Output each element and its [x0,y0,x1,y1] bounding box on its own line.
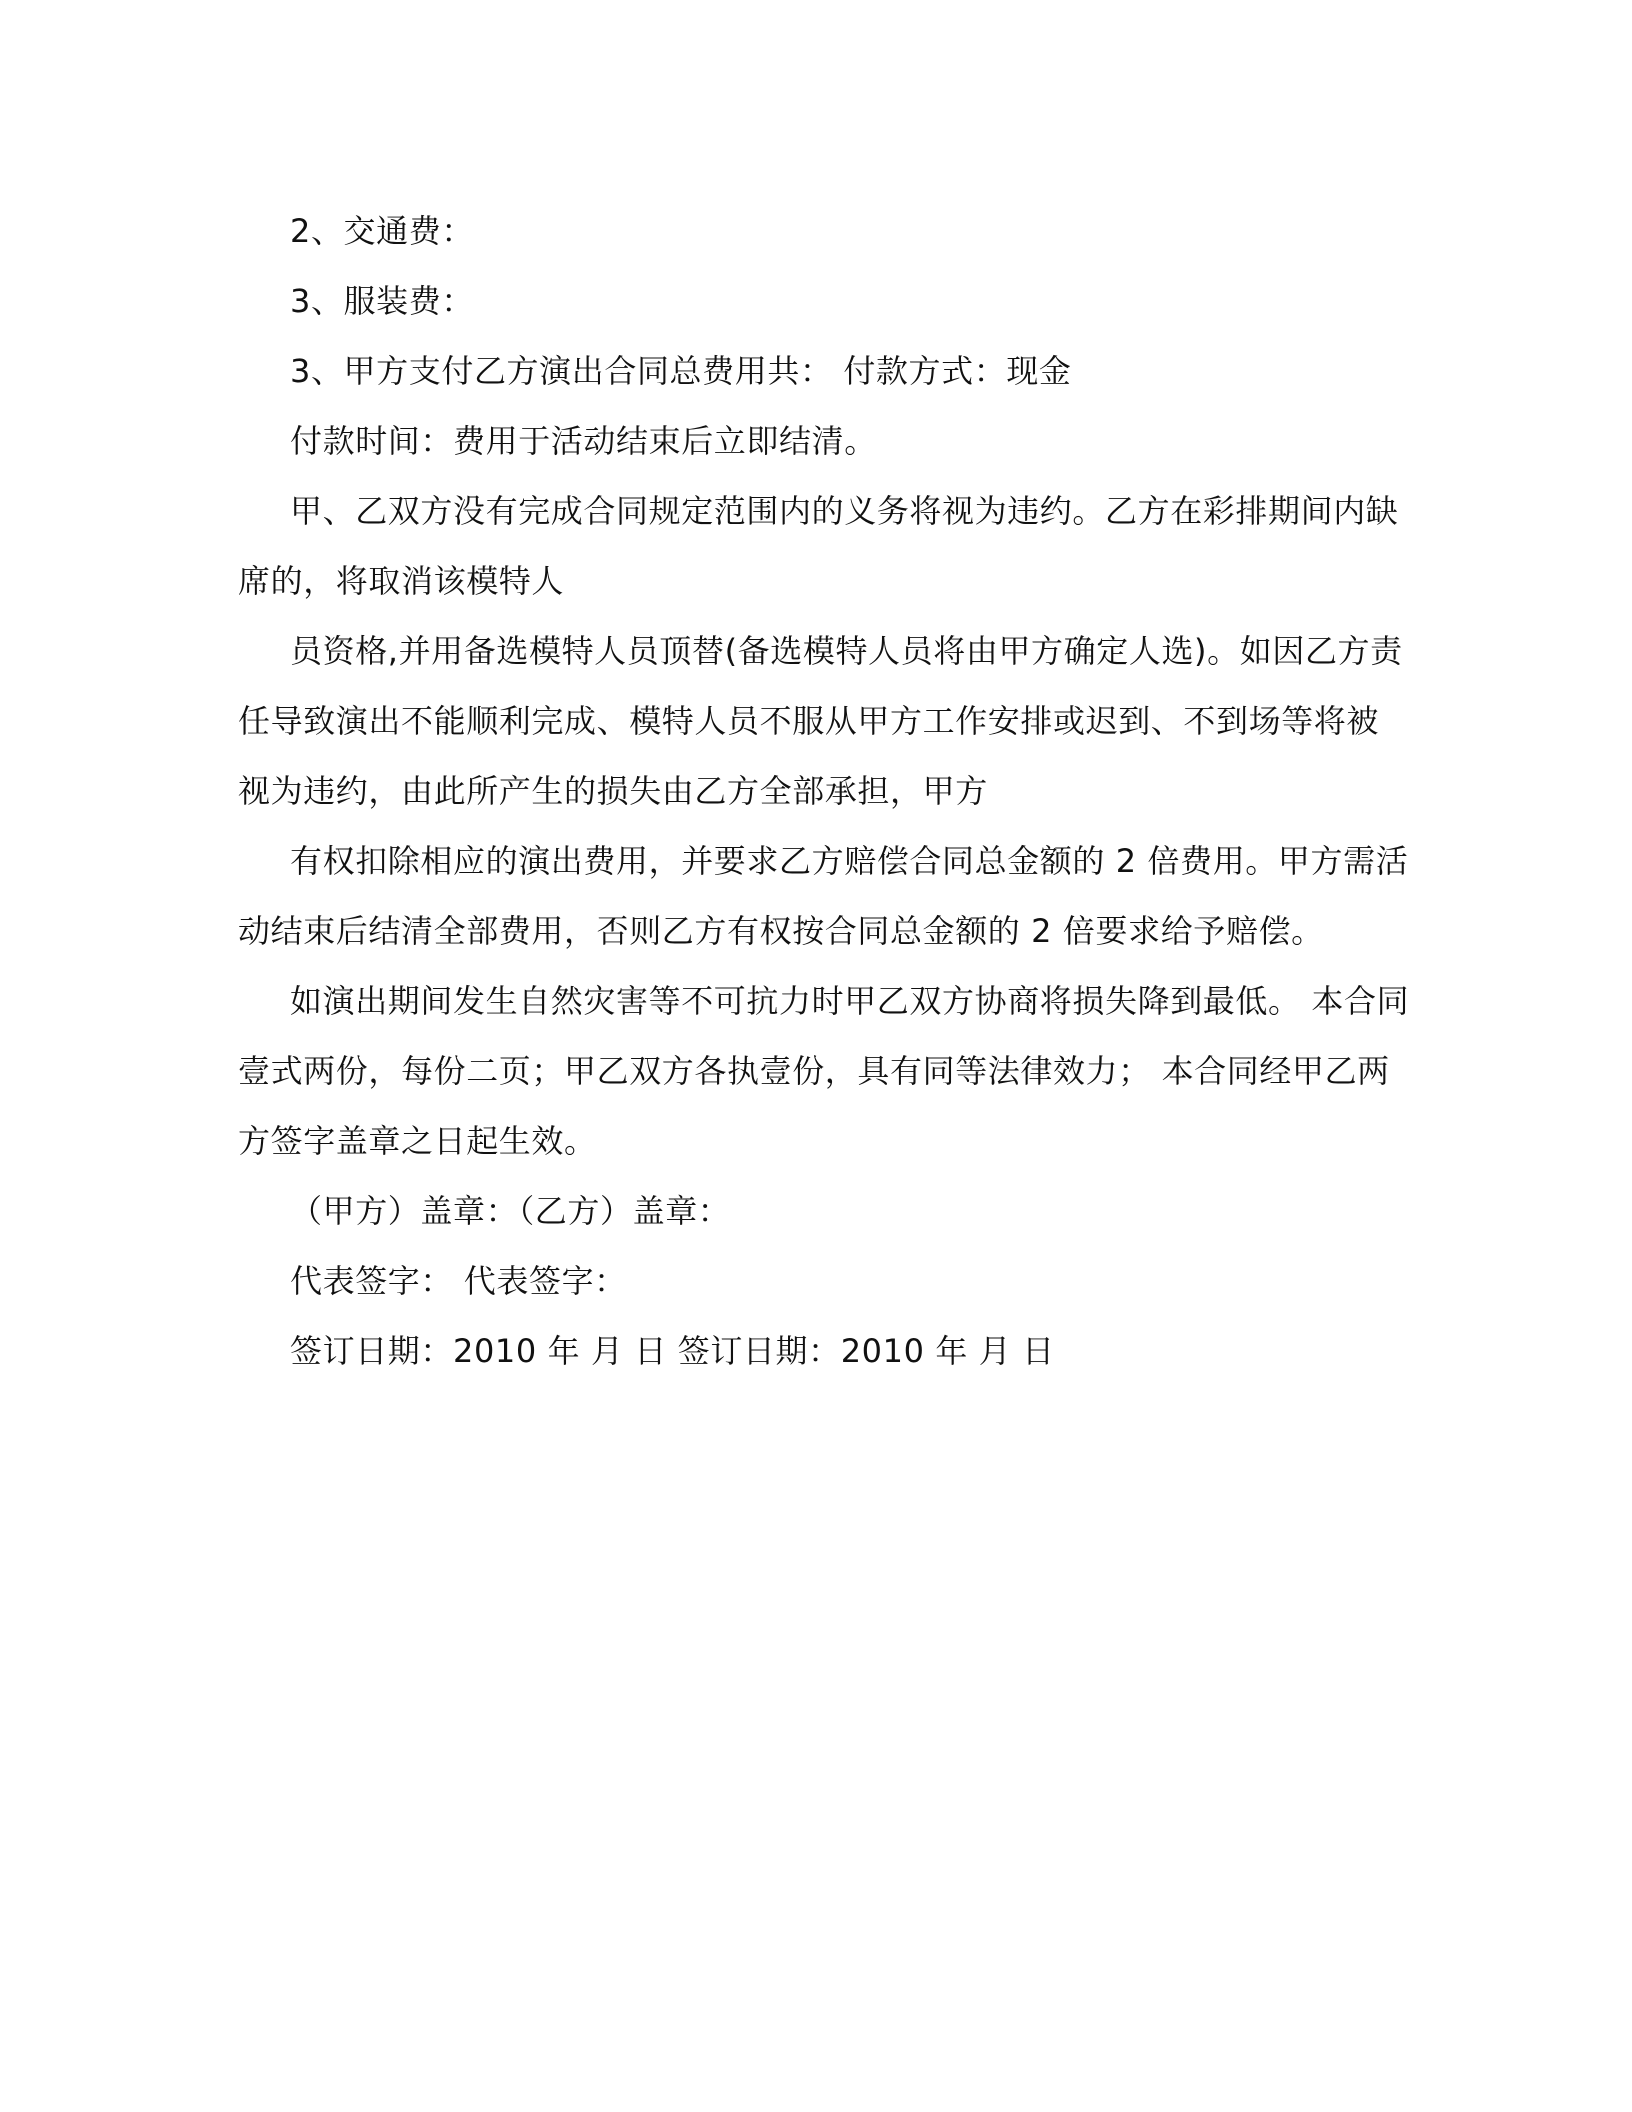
paragraph-force-majeure-line-2: 壹式两份，每份二页；甲乙双方各执壹份，具有同等法律效力； 本合同经甲乙两 [238,1052,1390,1090]
document-body [238,196,1410,1386]
paragraph-force-majeure-line-1: 如演出期间发生自然灾害等不可抗力时甲乙双方协商将损失降到最低。 本合同 [290,982,1410,1020]
item-costume-fee: 3、服装费： [290,282,474,320]
paragraph-replacement-line-3: 视为违约，由此所产生的损失由乙方全部承担，甲方 [238,772,988,810]
paragraph-force-majeure [238,966,1410,1176]
item-payment-time: 付款时间：费用于活动结束后立即结清。 [290,422,877,460]
paragraph-breach-line-1: 甲、乙双方没有完成合同规定范围内的义务将视为违约。乙方在彩排期间内缺 [290,492,1399,530]
paragraph-breach [238,476,1399,616]
signature-seal-line: （甲方）盖章：（乙方）盖章： [290,1192,731,1230]
paragraph-breach-line-2: 席的，将取消该模特人 [238,562,565,600]
item-transport-fee: 2、交通费： [290,212,474,250]
paragraph-replacement-line-2: 任导致演出不能顺利完成、模特人员不服从甲方工作安排或迟到、不到场等将被 [238,702,1380,740]
paragraph-deduction [238,826,1409,966]
paragraph-deduction-line-2: 动结束后结清全部费用，否则乙方有权按合同总金额的 2 倍要求给予赔偿。 [238,912,1324,950]
paragraph-force-majeure-line-3: 方签字盖章之日起生效。 [238,1122,597,1160]
paragraph-deduction-line-1: 有权扣除相应的演出费用，并要求乙方赔偿合同总金额的 2 倍费用。甲方需活 [290,842,1409,880]
paragraph-replacement-line-1: 员资格,并用备选模特人员顶替(备选模特人员将由甲方确定人选)。如因乙方责 [290,632,1403,670]
item-total-payment: 3、甲方支付乙方演出合同总费用共： 付款方式：现金 [290,352,1072,390]
signature-date-line: 签订日期：2010 年 月 日 签订日期：2010 年 月 日 [290,1332,1055,1370]
paragraph-replacement [238,616,1403,826]
signature-representative-line: 代表签字： 代表签字： [290,1262,627,1300]
